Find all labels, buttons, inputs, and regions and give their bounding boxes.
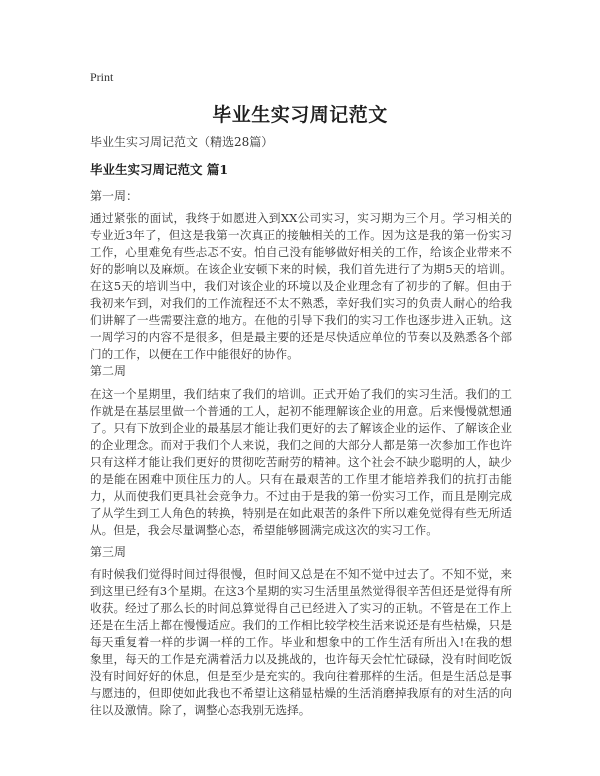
week-3-paragraph: 有时候我们觉得时间过得很慢，但时间又总是在不知不觉中过去了。不知不觉，来到这里已经有3个星期。在这3个星期的实习生活里虽然觉得很辛苦但还是觉得有所收获。经过了那么长的时间总算觉得自己已经进入了实习的正轨。不管是在工作上还是在生活上都在慢慢适应。我们的工作相比较学校生活来说还是有些枯燥，只是每天重复着一样的步调一样的工作。毕业和想象中的工作生活有所出入!在我的想象里，每天的工作是充满着活力以及挑战的，也许每天会忙忙碌碌，没有时间吃饭没有时间好好的休息，但是至少是充实的。我向往着那样的生活。但是生活总是事与愿违的，但即使如此我也不希望让这稍显枯燥的生活消磨掉我原有的对生活的向往以及激情。除了，调整心态我别无选择。	[90, 567, 512, 717]
document-subtitle: 毕业生实习周记范文（精选28篇）	[90, 135, 274, 149]
section-title: 毕业生实习周记范文 篇1	[90, 162, 229, 177]
week-1-heading: 第一周：	[90, 189, 139, 203]
week-1-paragraph: 通过紧张的面试，我终于如愿进入到XX公司实习，实习期为三个月。学习相关的专业近3年了，但这是我第一次真正的接触相关的工作。因为这是我的第一份实习工作，心里难免有些忐忑不安。怕自己没有能够做好相关的工作，给该企业带来不好的影响以及麻烦。在该企业安顿下来的时候，我们首先进行了为期5天的培训。在这5天的培训当中，我们对该企业的环境以及企业理念有了初步的了解。但由于我初来乍到，对我们的工作流程还不太不熟悉，幸好我们实习的负责人耐心的给我们讲解了一些需要注意的地方。在他的引导下我们的实习工作也逐步进入正轨。这一周学习的内容不是很多，但是最主要的还是尽快适应单位的节奏以及熟悉各个部门的工作，以便在工作中能很好的协作。	[90, 211, 512, 361]
week-2-paragraph: 在这一个星期里，我们结束了我们的培训。正式开始了我们的实习生活。我们的工作就是在基层里做一个普通的工人，起初不能理解该企业的用意。后来慢慢就想通了。只有下放到企业的最基层才能让我们更好的去了解该企业的运作、了解该企业的企业理念。而对于我们个人来说，我们之间的大部分人都是第一次参加工作也许只有这样才能让我们更好的贯彻吃苦耐劳的精神。这个社会不缺少聪明的人，缺少的是能在困难中顶住压力的人。只有在最艰苦的工作里才能培养我们的抗打击能力，从而使我们更具社会竞争力。不过由于是我的第一份实习工作，而且是刚完成了从学生到工人角色的转换，特别是在如此艰苦的条件下所以难免觉得有些无所适从。但是，我会尽量调整心态，希望能够圆满完成这次的实习工作。	[90, 387, 512, 537]
week-3-heading: 第三周	[90, 545, 127, 559]
print-label[interactable]: Print	[90, 70, 114, 84]
page-title: 毕业生实习周记范文	[212, 104, 388, 126]
week-2-heading: 第二周	[90, 364, 127, 378]
